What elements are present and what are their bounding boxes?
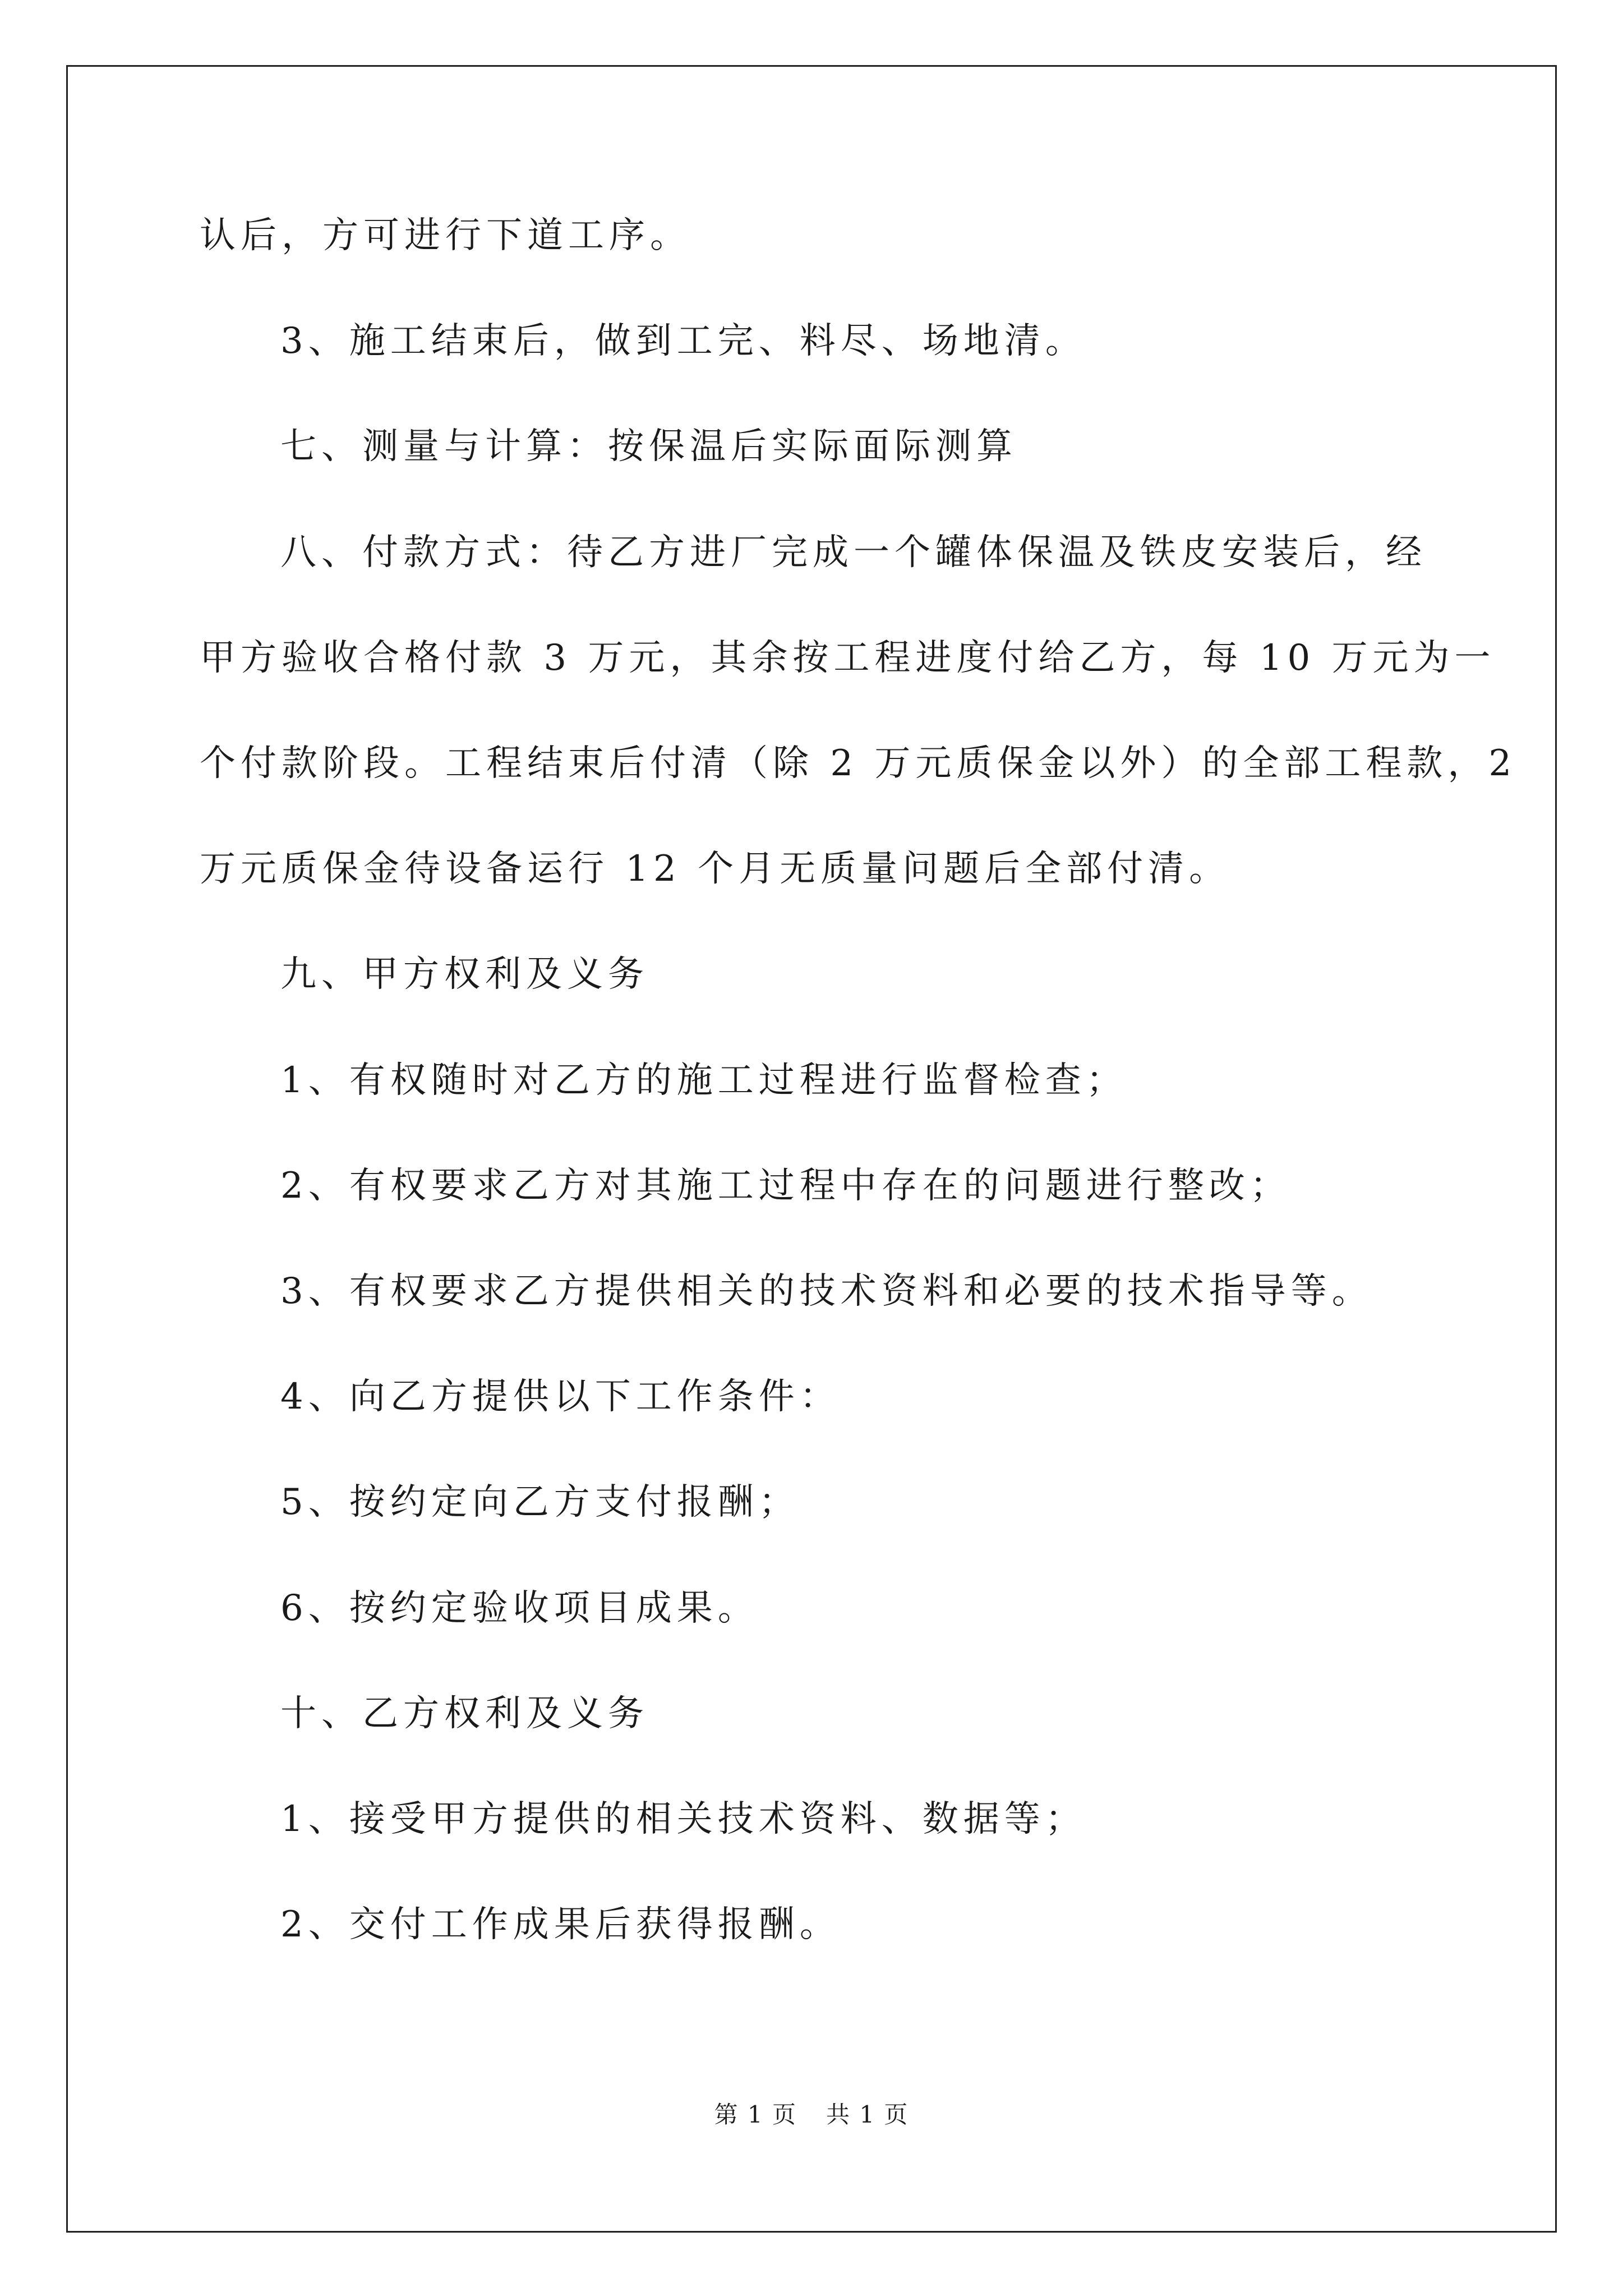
- list-item: 1、接受甲方提供的相关技术资料、数据等；: [280, 1798, 1086, 1840]
- section-heading: 九、甲方权利及义务: [280, 954, 649, 995]
- page-number: 第 1 页: [714, 2101, 797, 2128]
- paragraph-line: 甲方验收合格付款 3 万元，其余按工程进度付给乙方，每 10 万元为一: [200, 637, 1496, 679]
- list-item: 6、按约定验收项目成果。: [280, 1588, 759, 1629]
- list-item: 1、有权随时对乙方的施工过程进行监督检查；: [280, 1060, 1127, 1101]
- list-item: 5、按约定向乙方支付报酬；: [280, 1481, 800, 1523]
- section-heading: 十、乙方权利及义务: [280, 1693, 649, 1734]
- paragraph-line: 万元质保金待设备运行 12 个月无质量问题后全部付清。: [200, 848, 1230, 890]
- paragraph-line: 认后，方可进行下道工序。: [200, 215, 691, 256]
- list-item: 3、有权要求乙方提供相关的技术资料和必要的技术指导等。: [280, 1271, 1373, 1312]
- page-total: 共 1 页: [826, 2101, 909, 2128]
- section-heading: 七、测量与计算：按保温后实际面际测算: [280, 426, 1017, 467]
- list-item: 2、有权要求乙方对其施工过程中存在的问题进行整改；: [280, 1165, 1291, 1207]
- paragraph-line: 3、施工结束后，做到工完、料尽、场地清。: [280, 320, 1086, 362]
- section-heading: 八、付款方式：待乙方进厂完成一个罐体保温及铁皮安装后，经: [280, 532, 1427, 573]
- page-footer: [0, 2099, 1623, 2131]
- list-item: 2、交付工作成果后获得报酬。: [280, 1904, 841, 1945]
- list-item: 4、向乙方提供以下工作条件：: [280, 1376, 841, 1418]
- paragraph-line: 个付款阶段。工程结束后付清（除 2 万元质保金以外）的全部工程款，2: [200, 743, 1517, 784]
